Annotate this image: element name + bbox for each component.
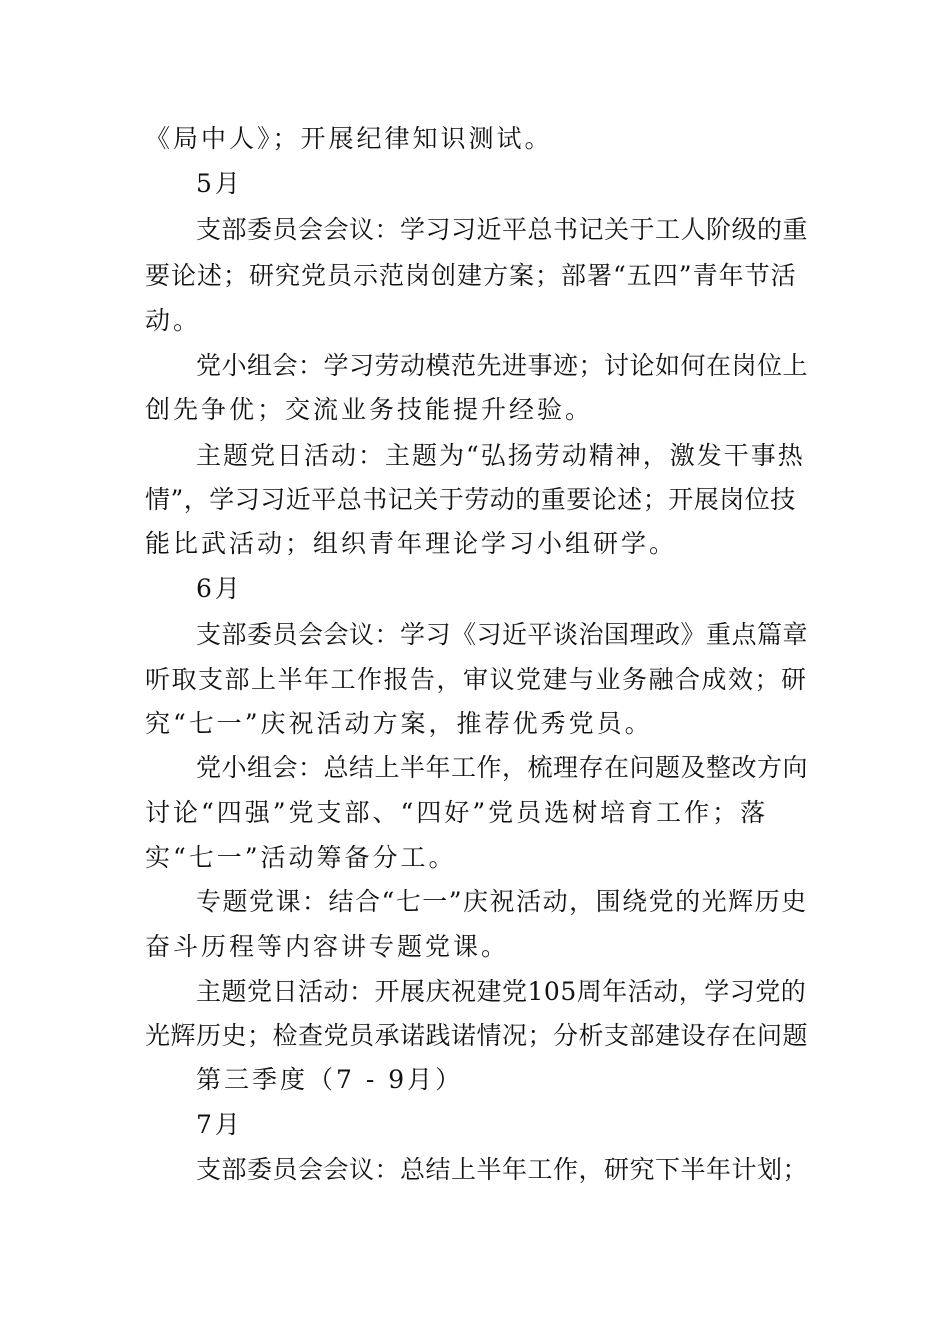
text-line: 创先争优；交流业务技能提升经验。 xyxy=(145,395,594,424)
month-heading: 5月 xyxy=(196,169,243,198)
text-line: 支部委员会会议：学习习近平总书记关于工人阶级的重 xyxy=(196,215,809,244)
text-line: 奋斗历程等内容讲专题党课。 xyxy=(145,932,510,961)
text-line: 听取支部上半年工作报告，审议党建与业务融合成效；研 xyxy=(145,665,808,694)
text-line: 支部委员会会议：总结上半年工作，研究下半年计划； xyxy=(196,1155,809,1184)
text-line: 《局中人》；开展纪律知识测试。 xyxy=(145,124,553,153)
text-line: 情”，学习习近平总书记关于劳动的重要论述；开展岗位技 xyxy=(145,485,796,514)
text-line: 光辉历史；检查党员承诺践诺情况；分析支部建设存在问题 xyxy=(145,1021,809,1050)
text-line: 要论述；研究党员示范岗创建方案；部署“五四”青年节活 xyxy=(145,261,797,290)
month-heading: 7月 xyxy=(196,1110,243,1139)
text-line: 支部委员会会议：学习《习近平谈治国理政》重点篇章 xyxy=(196,620,809,649)
quarter-heading: 第三季度（7 - 9月） xyxy=(196,1065,464,1094)
text-line: 党小组会：总结上半年工作，梳理存在问题及整改方向 xyxy=(196,753,809,782)
text-line: 讨论“四强”党支部、“四好”党员选树培育工作；落 xyxy=(145,798,769,827)
text-line: 究“七一”庆祝活动方案，推荐优秀党员。 xyxy=(145,709,653,738)
text-line: 能比武活动；组织青年理论学习小组研学。 xyxy=(145,529,678,558)
text-line: 动。 xyxy=(145,306,202,335)
text-line: 实“七一”活动筹备分工。 xyxy=(145,843,457,872)
text-line: 主题党日活动：主题为“弘扬劳动精神，激发干事热 xyxy=(196,441,805,470)
text-line: 主题党日活动：开展庆祝建党105周年活动，学习党的 xyxy=(196,977,807,1006)
month-heading: 6月 xyxy=(196,574,243,603)
text-line: 党小组会：学习劳动模范先进事迹；讨论如何在岗位上 xyxy=(196,351,809,380)
text-line: 专题党课：结合“七一”庆祝活动，围绕党的光辉历史 xyxy=(196,887,808,916)
